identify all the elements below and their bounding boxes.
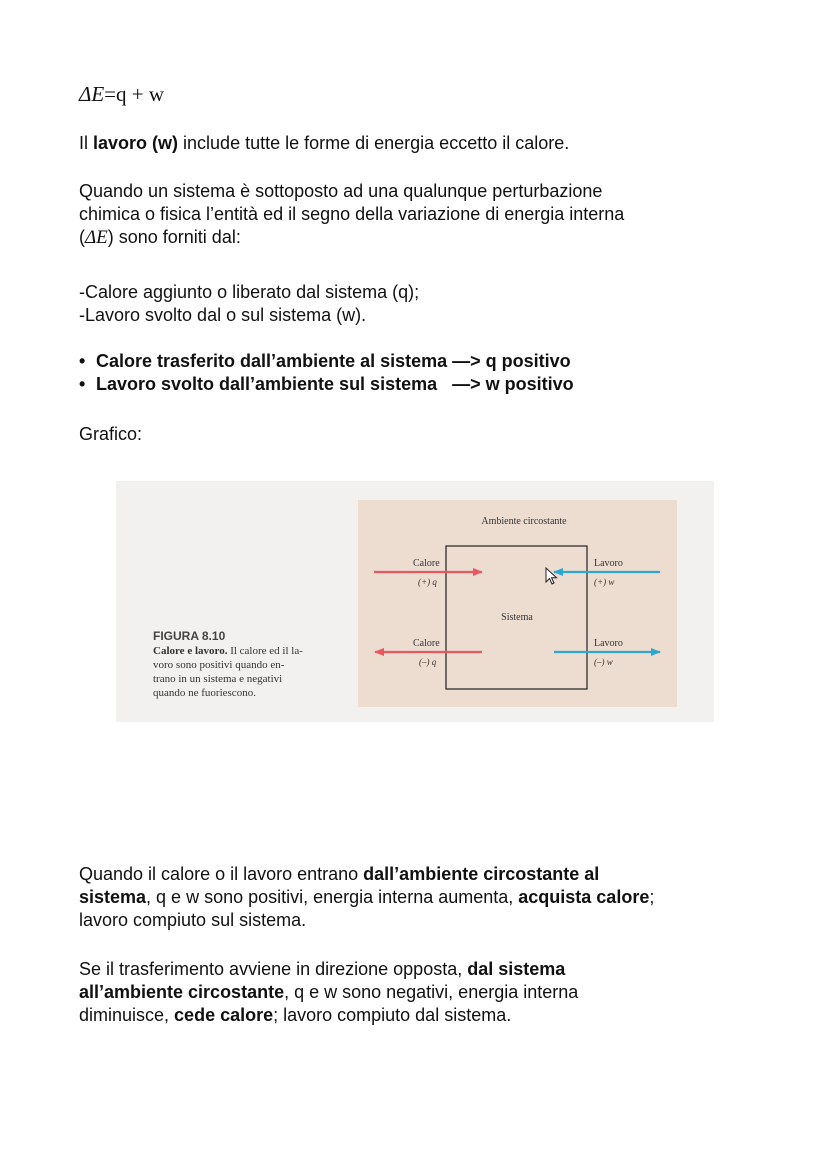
text-run: diminuisce,: [79, 1005, 175, 1025]
text-run: Il: [79, 133, 94, 153]
text-run: , q e w sono positivi, energia interna aumenta,: [146, 887, 519, 907]
caption-line: quando ne fuoriescono.: [153, 687, 256, 699]
heat-in-sign: (+) q: [418, 577, 437, 587]
bold-run: dall’ambiente circostante al: [363, 864, 600, 884]
bold-run: lavoro (w): [93, 133, 179, 153]
figure-image: [116, 481, 714, 722]
work-definition-paragraph: [79, 132, 569, 155]
surroundings-label: Ambiente circostante: [481, 516, 567, 527]
negative-transfer-paragraph: [79, 958, 578, 1027]
text-run: (: [79, 227, 85, 247]
perturbation-paragraph: [79, 180, 624, 249]
surroundings-area: [358, 500, 677, 707]
energy-formula: [79, 82, 164, 107]
figure-title: Calore e lavoro.: [153, 645, 228, 657]
text-run: ) sono forniti dal:: [107, 227, 241, 247]
text-run: include tutte le forme di energia eccetto il calore.: [178, 133, 570, 153]
contributions-list: [79, 281, 419, 327]
positive-transfer-paragraph: [79, 863, 654, 932]
work-out-sign: (–) w: [594, 657, 613, 667]
text-run: , q e w sono negativi, energia interna: [284, 982, 579, 1002]
text-run: Se il trasferimento avviene in direzione opposta,: [79, 959, 468, 979]
bold-run: acquista calore: [518, 887, 650, 907]
formula-delta-e: ΔE: [79, 82, 105, 106]
bold-run: cede calore: [174, 1005, 274, 1025]
bullet-item: • Lavoro svolto dall’ambiente sul sistema —> w positivo: [79, 373, 574, 396]
delta-e-symbol: ΔE: [85, 227, 108, 248]
text-run: lavoro compiuto sul sistema.: [79, 910, 307, 930]
formula-rest: =q + w: [104, 82, 165, 106]
figure-number: FIGURA 8.10: [153, 629, 226, 643]
heat-out-sign: (–) q: [419, 657, 437, 667]
list-item: -Calore aggiunto o liberato dal sistema (q);: [79, 282, 420, 302]
work-in-label: Lavoro: [594, 558, 623, 569]
sign-convention-bullets: [79, 350, 574, 396]
work-in-sign: (+) w: [594, 577, 615, 587]
text-line: Quando un sistema è sottoposto ad una qualunque perturbazione: [79, 181, 603, 201]
text-run: Quando il calore o il lavoro entrano: [79, 864, 364, 884]
text-run: ; lavoro compiuto dal sistema.: [273, 1005, 512, 1025]
bold-run: sistema: [79, 887, 147, 907]
caption-line: Il calore ed il la-: [227, 645, 303, 657]
caption-line: trano in un sistema e negativi: [153, 673, 283, 685]
text-line: chimica o fisica l’entità ed il segno della variazione di energia interna: [79, 204, 625, 224]
system-label: Sistema: [501, 612, 533, 623]
work-out-label: Lavoro: [594, 638, 623, 649]
heat-work-diagram: [358, 500, 677, 707]
heat-in-label: Calore: [413, 558, 440, 569]
heat-out-label: Calore: [413, 638, 440, 649]
bullet-item: • Calore trasferito dall’ambiente al sistema —> q positivo: [79, 350, 574, 373]
bold-run: all’ambiente circostante: [79, 982, 285, 1002]
grafico-label: Grafico:: [79, 424, 143, 444]
figure-caption: [153, 629, 348, 700]
text-run: ;: [649, 887, 655, 907]
caption-line: voro sono positivi quando en-: [153, 659, 285, 671]
bold-run: dal sistema: [467, 959, 566, 979]
list-item: -Lavoro svolto dal o sul sistema (w).: [79, 305, 367, 325]
